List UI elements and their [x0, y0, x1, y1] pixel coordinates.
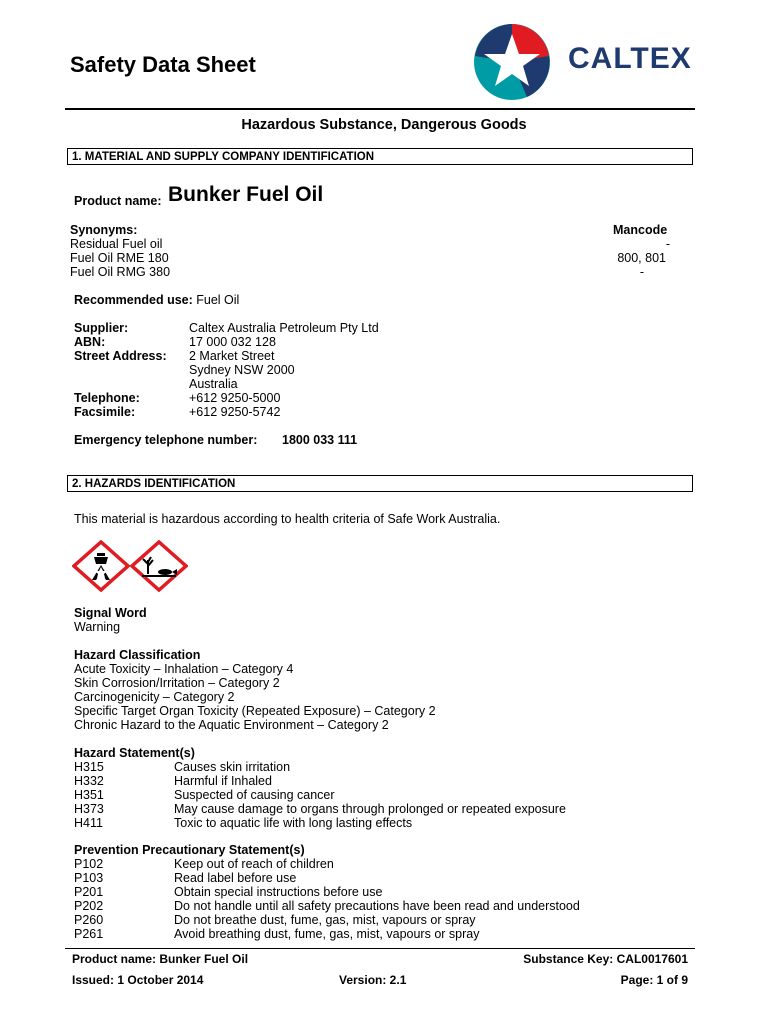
footer-product-name: Product name: Bunker Fuel Oil	[72, 952, 249, 966]
synonym-mancode: -	[665, 237, 670, 251]
recommended-use-value: Fuel Oil	[196, 293, 240, 307]
statement-code: H315	[74, 760, 104, 774]
statement-code: H411	[74, 816, 103, 830]
hazard-classification-item: Acute Toxicity – Inhalation – Category 4	[74, 662, 294, 676]
prevention-text: Avoid breathing dust, fume, gas, mist, vapours or spray	[174, 927, 480, 941]
statement-code: H373	[74, 802, 104, 816]
section-2-heading: 2. HAZARDS IDENTIFICATION	[67, 475, 693, 492]
prevention-code: P102	[74, 857, 104, 871]
emergency-phone-value: 1800 033 111	[282, 433, 358, 447]
synonym-item: Fuel Oil RMG 380	[70, 265, 171, 279]
hazard-classification-label: Hazard Classification	[74, 648, 201, 662]
hazard-classification-item: Carcinogenicity – Category 2	[74, 690, 235, 704]
hazard-classification-item: Chronic Hazard to the Aquatic Environment – Category 2	[74, 718, 389, 732]
emergency-phone-label: Emergency telephone number:	[74, 433, 258, 447]
hazard-statements-label: Hazard Statement(s)	[74, 746, 195, 760]
abn-label: ABN:	[74, 335, 106, 349]
statement-code: H332	[74, 774, 104, 788]
document-subtitle: Hazardous Substance, Dangerous Goods	[241, 117, 527, 133]
recommended-use-label: Recommended use:	[74, 293, 193, 307]
recommended-use-row	[74, 293, 239, 307]
telephone-value: +612 9250-5000	[189, 391, 281, 405]
hazard-classification-item: Specific Target Organ Toxicity (Repeated Exposure) – Category 2	[74, 704, 436, 718]
facsimile-value: +612 9250-5742	[189, 405, 281, 419]
prevention-statements-label: Prevention Precautionary Statement(s)	[74, 843, 305, 857]
brand-name: CALTEX	[568, 42, 692, 75]
footer-substance-key: Substance Key: CAL0017601	[523, 952, 688, 966]
statement-text: Toxic to aquatic life with long lasting effects	[174, 816, 413, 830]
street-address-label: Street Address:	[74, 349, 167, 363]
prevention-text: Do not breathe dust, fume, gas, mist, vapours or spray	[174, 913, 476, 927]
synonyms-label: Synonyms:	[70, 223, 138, 237]
mancode-label: Mancode	[613, 223, 668, 237]
prevention-code: P260	[74, 913, 104, 927]
synonym-mancode: -	[639, 265, 644, 279]
prevention-text: Keep out of reach of children	[174, 857, 334, 871]
prevention-code: P103	[74, 871, 104, 885]
prevention-code: P261	[74, 927, 104, 941]
signal-word-value: Warning	[74, 620, 121, 634]
statement-text: Suspected of causing cancer	[174, 788, 335, 802]
statement-text: Harmful if Inhaled	[174, 774, 272, 788]
prevention-text: Do not handle until all safety precautions have been read and understood	[174, 899, 580, 913]
synonym-item: Residual Fuel oil	[70, 237, 163, 251]
section-1-heading: 1. MATERIAL AND SUPPLY COMPANY IDENTIFICATION	[67, 148, 693, 165]
product-name-value: Bunker Fuel Oil	[168, 183, 324, 206]
prevention-code: P202	[74, 899, 104, 913]
address-line: 2 Market Street	[189, 349, 275, 363]
hazard-classification-item: Skin Corrosion/Irritation – Category 2	[74, 676, 280, 690]
environment-icon	[130, 540, 188, 592]
synonym-item: Fuel Oil RME 180	[70, 251, 169, 265]
prevention-text: Read label before use	[174, 871, 297, 885]
signal-word-label: Signal Word	[74, 606, 147, 620]
hazard-intro-text: This material is hazardous according to health criteria of Safe Work Australia.	[74, 512, 501, 526]
prevention-code: P201	[74, 885, 104, 899]
statement-code: H351	[74, 788, 104, 802]
footer-issued-date: Issued: 1 October 2014	[72, 973, 204, 987]
prevention-text: Obtain special instructions before use	[174, 885, 383, 899]
address-line: Australia	[189, 377, 238, 391]
supplier-value: Caltex Australia Petroleum Pty Ltd	[189, 321, 379, 335]
footer-version: Version: 2.1	[339, 973, 407, 987]
abn-value: 17 000 032 128	[189, 335, 276, 349]
product-name-label: Product name:	[74, 194, 162, 208]
telephone-label: Telephone:	[74, 391, 140, 405]
facsimile-label: Facsimile:	[74, 405, 136, 419]
address-line: Sydney NSW 2000	[189, 363, 295, 377]
supplier-label: Supplier:	[74, 321, 129, 335]
health-hazard-icon	[72, 540, 130, 592]
page-title: Safety Data Sheet	[70, 52, 256, 77]
statement-text: May cause damage to organs through prolonged or repeated exposure	[174, 802, 566, 816]
header-divider	[65, 108, 695, 110]
footer-page-number: Page: 1 of 9	[620, 973, 688, 987]
footer-divider	[65, 948, 695, 949]
statement-text: Causes skin irritation	[174, 760, 291, 774]
caltex-star-logo-icon	[472, 22, 552, 102]
synonym-mancode: 800, 801	[617, 251, 666, 265]
